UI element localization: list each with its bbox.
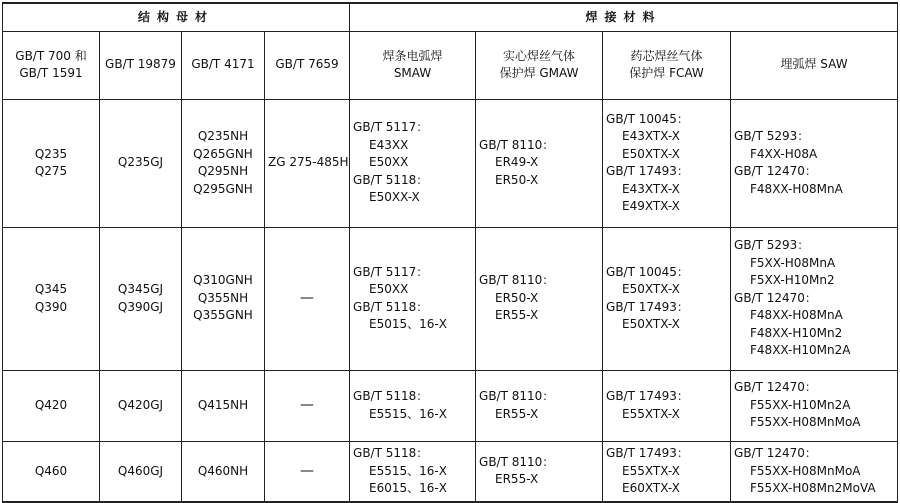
cell-line: SMAW [393,66,432,80]
cell-line: E43XX [369,137,409,152]
cell-line: GB/T 19879 [105,57,176,72]
cell-line: GB/T 5293： [734,129,810,143]
cell-line: F55XX-H08Mn2MoVA [750,481,876,495]
header-gmaw [476,31,603,99]
cell-line: Q275 [34,164,68,178]
cell-line: Q265GNH [193,146,253,161]
cell-line: ZG 275-485H [268,155,349,170]
cell-line: GB/T 5118： [353,446,429,460]
cell-gb7659 [265,441,350,502]
cell-line: E55XTX-X [622,406,680,421]
cell-gb700 [3,99,100,227]
cell-line: GB/T 5293： [734,238,810,253]
cell-line: Q295NH [197,164,249,178]
cell-saw [731,227,898,370]
header-gb4171 [182,31,265,99]
cell-gb700 [3,370,100,441]
cell-line: 埋弧焊 SAW [780,57,848,72]
cell-line: E50XTX-X [622,317,680,331]
cell-line: GB/T 17493： [606,299,689,314]
cell-line: E6015、16-X [369,481,447,495]
header-smaw [350,31,476,99]
cell-gmaw [476,227,603,370]
cell-gb19879 [100,370,182,441]
header-gb7659 [265,31,350,99]
cell-line: ER55-X [495,472,539,487]
header-gb19879 [100,31,182,99]
cell-line: ER50-X [495,290,539,305]
cell-line: Q235GJ [117,155,164,170]
cell-line: F55XX-H08MnMoA [750,415,861,430]
cell-line: Q345 [34,282,68,296]
cell-fcaw [603,99,731,227]
cell-line: ER55-X [495,308,539,323]
cell-gb4171 [182,441,265,502]
cell-gmaw [476,99,603,227]
cell-gb7659 [265,99,350,227]
cell-gb700 [3,227,100,370]
cell-line: GB/T 700 和 [15,48,87,63]
cell-line: F55XX-H10Mn2A [750,397,851,412]
cell-line: ER49-X [495,155,539,170]
cell-line: ER50-X [495,172,539,187]
cell-line: E5515、16-X [369,463,447,478]
cell-line: E50XX [369,155,409,170]
cell-line: Q355NH [197,290,249,305]
cell-line: Q345GJ [117,282,164,296]
cell-fcaw [603,370,731,441]
cell-gb19879 [100,99,182,227]
cell-line: Q460GJ [117,463,164,478]
cell-line: GB/T 4171 [191,57,255,72]
cell-line: GB/T 12470： [734,164,817,178]
cell-saw [731,99,898,227]
cell-line: — [300,289,314,306]
welding-materials-table [2,2,898,503]
cell-line: Q235 [34,146,68,161]
cell-line: GB/T 12470： [734,290,817,305]
cell-line: GB/T 8110： [479,389,555,403]
cell-gb19879 [100,227,182,370]
cell-line: E50XTX-X [622,146,680,161]
cell-line: 保护焊 GMAW [499,66,579,80]
cell-line: 保护焊 FCAW [629,66,704,80]
cell-line: GB/T 7659 [275,57,339,72]
table-row [3,99,898,227]
cell-line: F55XX-H08MnMoA [750,463,861,478]
cell-line: 焊条电弧焊 [382,48,443,63]
cell-smaw [350,99,476,227]
cell-line: GB/T 10045： [606,111,689,126]
cell-line: F4XX-H08A [750,146,818,161]
cell-line: F48XX-H10Mn2 [750,325,843,340]
cell-line: F5XX-H08MnA [750,255,836,270]
cell-gb7659 [265,370,350,441]
cell-line: GB/T 8110： [479,273,555,288]
cell-line: 实心焊丝气体 [503,48,576,63]
cell-line: Q310GNH [193,273,253,288]
cell-line: F48XX-H08MnA [750,308,843,323]
cell-gmaw [476,441,603,502]
cell-gb19879 [100,441,182,502]
cell-line: E5015、16-X [369,317,447,331]
table-row [3,370,898,441]
cell-line: E49XTX-X [622,199,680,213]
cell-line: GB/T 12470： [734,380,817,395]
cell-saw [731,441,898,502]
cell-line: F48XX-H10Mn2A [750,343,851,358]
cell-smaw [350,370,476,441]
cell-line: E55XTX-X [622,463,680,478]
cell-gb4171 [182,227,265,370]
cell-line: GB/T 12470： [734,446,817,460]
cell-line: Q420GJ [117,397,164,412]
cell-line: GB/T 8110： [479,454,555,469]
cell-line: E60XTX-X [622,481,680,495]
cell-line: GB/T 17493： [606,164,689,178]
cell-gb4171 [182,370,265,441]
cell-fcaw [603,441,731,502]
cell-line: GB/T 17493： [606,389,689,403]
cell-line: F5XX-H10Mn2 [750,273,835,288]
cell-line: Q420 [34,397,68,412]
cell-line: GB/T 10045： [606,264,689,279]
cell-line: E50XX-X [369,190,420,205]
cell-line: Q415NH [197,397,249,412]
cell-line: Q390GJ [117,299,164,314]
cell-line: — [300,396,314,413]
cell-line: GB/T 5118： [353,172,429,187]
cell-smaw [350,227,476,370]
table-row [3,227,898,370]
cell-line: Q460NH [197,463,249,478]
cell-line: Q390 [34,299,68,314]
cell-gb700 [3,441,100,502]
cell-line: Q355GNH [193,308,253,323]
cell-line: Q460 [34,463,68,478]
group-header-row [3,3,898,31]
cell-line: GB/T 5118： [353,389,429,403]
cell-line: ER55-X [495,406,539,421]
cell-line: GB/T 1591 [19,66,83,80]
table-row [3,441,898,502]
cell-line: E43XTX-X [622,129,680,143]
header-gb700 [3,31,100,99]
cell-line: 药芯焊丝气体 [630,48,703,63]
cell-line: — [300,462,314,479]
base-material-group-header: 结构母材 [3,3,350,31]
cell-line: GB/T 5118： [353,299,429,314]
cell-line: GB/T 17493： [606,446,689,460]
cell-line: E50XTX-X [622,282,680,296]
cell-gb7659 [265,227,350,370]
cell-line: GB/T 8110： [479,137,555,152]
header-saw [731,31,898,99]
cell-line: GB/T 5117： [353,120,429,135]
header-fcaw [603,31,731,99]
column-header-row [3,31,898,99]
cell-line: GB/T 5117： [353,264,429,279]
cell-gb4171 [182,99,265,227]
cell-gmaw [476,370,603,441]
cell-line: E5515、16-X [369,406,447,421]
cell-line: Q295GNH [193,181,253,196]
welding-material-group-header: 焊接材料 [350,3,898,31]
cell-fcaw [603,227,731,370]
cell-line: Q235NH [197,129,249,143]
cell-line: E43XTX-X [622,181,680,196]
cell-line: F48XX-H08MnA [750,181,843,196]
cell-saw [731,370,898,441]
cell-smaw [350,441,476,502]
cell-line: E50XX [369,282,409,296]
